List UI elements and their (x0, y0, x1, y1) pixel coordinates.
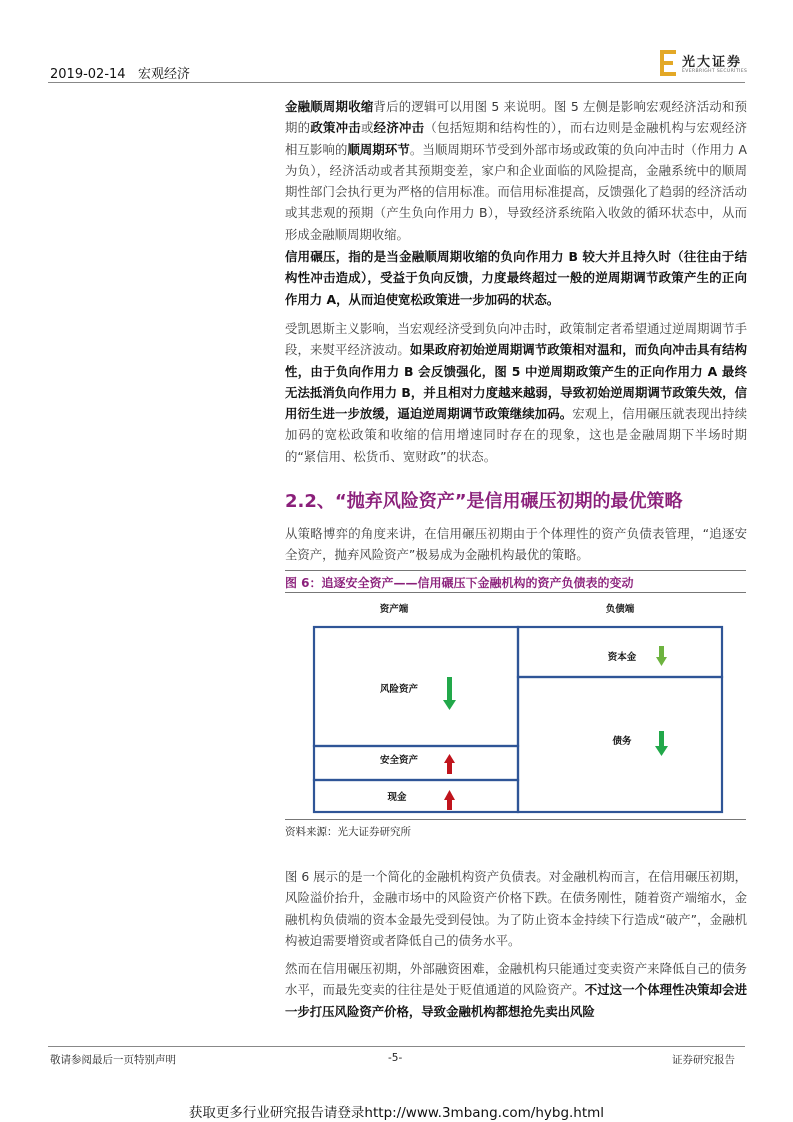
logo-mark-icon (660, 50, 676, 76)
text-run: 或 (360, 120, 374, 136)
figure-bottom-rule (285, 819, 746, 820)
text-run: 然而在信用碾压初期，外部融资困难，金融机构只能通过变卖资产来降低自己的债务水平，而最先变卖的往往是处于贬值通道的风险资产。 (285, 961, 747, 998)
capital-label: 资本金 (607, 652, 637, 663)
footer-report-type: 证券研究报告 (672, 1054, 735, 1066)
paragraph-procyclical-contraction (285, 96, 747, 245)
capital-down-arrow-icon (656, 646, 667, 666)
page-number: -5- (388, 1052, 403, 1064)
liabilities-column-header: 负债端 (605, 604, 635, 615)
bold-text-run: 如果政府初始逆周期调节政策相对温和，而负向冲击具有结构性，由于负向作用力 B 会反馈强化，图 5 中逆周期政策产生的正向作用力 A 最终无法抵消负向作用力 B，并且相对力度越来越弱，导致初始逆周期调节政策失效，信用衍生进一步放缓，逼迫逆周期调节政策继续加码。 (285, 342, 748, 422)
debt-down-arrow-icon (655, 731, 668, 756)
logo-chinese-name: 光大证券 (682, 55, 743, 70)
company-logo (660, 50, 750, 78)
cash-label: 现金 (387, 792, 407, 803)
bold-text-run: 顺周期环节 (347, 141, 410, 157)
safe-assets-up-arrow-icon (444, 754, 455, 774)
paragraph-asset-sales (285, 958, 747, 1022)
report-section: 宏观经济 (137, 67, 190, 82)
bold-text-run: 政策冲击 (310, 120, 361, 136)
risk-assets-label: 风险资产 (379, 684, 419, 695)
figure-source: 资料来源：光大证券研究所 (285, 826, 411, 838)
bold-text-run: 经济冲击 (373, 120, 425, 136)
text-run: 受凯恩斯主义影响，当宏观经济受到负向冲击时，政策制定者希望通过逆周期调节手段，来熨平经济波动。 (285, 321, 747, 358)
report-date: 2019-02-14 (50, 67, 126, 82)
footer-disclaimer: 敬请参阅最后一页特别声明 (50, 1054, 176, 1066)
text-run: 宏观上，信用碾压就表现出持续加码的宽松政策和收缩的信用增速同时存在的现象，这也是金融周期下半场时期的“紧信用、松货币、宽财政”的状态。 (285, 406, 747, 464)
text-run: 背后的逻辑可以用图 5 来说明。图 5 左侧是影响宏观经济活动和预期的 (285, 99, 748, 136)
header-rule (48, 82, 745, 83)
figure-top-rule (285, 570, 746, 571)
paragraph-credit-crunch-definition: 信用碾压，指的是当金融顺周期收缩的负向作用力 B 较大并且持久时（往往由于结构性冲击造成），受益于负向反馈，力度最终超过一般的逆周期调节政策产生的正向作用力 A，从而迫使宽松政策进一步加码的状态。 (285, 249, 747, 307)
risk-assets-down-arrow-icon (443, 677, 456, 710)
cash-up-arrow-icon (444, 790, 455, 810)
section-title: 2.2、“抛弃风险资产”是信用碾压初期的最优策略 (285, 491, 683, 512)
paragraph-strategy-game: 从策略博弈的角度来讲，在信用碾压初期由于个体理性的资产负债表管理，“追逐安全资产，抛弃风险资产”极易成为金融机构最优的策略。 (285, 526, 747, 563)
header-date-section (50, 63, 190, 82)
bold-text-run: 金融顺周期收缩 (285, 99, 374, 114)
text-run: （包括短期和结构性的），而右边则是金融机构与宏观经济相互影响的 (285, 120, 748, 157)
figure-title: 图 6：追逐安全资产——信用碾压下金融机构的资产负债表的变动 (285, 576, 634, 590)
safe-assets-label: 安全资产 (379, 755, 419, 766)
figure-title-rule (285, 592, 746, 593)
more-reports-link[interactable]: 获取更多行业研究报告请登录http://www.3mbang.com/hybg.html (188, 1105, 605, 1121)
cash-box (314, 780, 518, 812)
paragraph-balance-sheet-explanation: 图 6 展示的是一个简化的金融机构资产负债表。对金融机构而言，在信用碾压初期，风险溢价抬升，金融市场中的风险资产价格下跌。在债务刚性，随着资产端缩水，金融机构负债端的资本金最先受到侵蚀。为了防止资本金持续下行造成“破产”，金融机构被迫需要增资或者降低自己的债务水平。 (285, 869, 747, 948)
assets-column-header: 资产端 (379, 604, 409, 615)
debt-label: 债务 (612, 736, 632, 747)
footer-rule (48, 1046, 745, 1047)
logo-english-name: EVERBRIGHT SECURITIES (682, 69, 748, 74)
balance-sheet-diagram (285, 596, 747, 820)
paragraph-keynesian-policy (285, 318, 747, 467)
bold-text-run: 不过这一个体理性决策却会进一步打压风险资产价格，导致金融机构都想抢先卖出风险 (285, 982, 748, 1019)
text-run: 。当顺周期环节受到外部市场或政策的负向冲击时（作用力 A 为负），经济活动或者其预期变差，家户和企业面临的风险提高，金融系统中的顺周期性部门会执行更为严格的信用标准。而信用标准提高，反馈强化了趋弱的经济活动或其悲观的预期（产生负向作用力 B），导致经济系统陷入收敛的循环状态中，从而形成金融顺周期收缩。 (285, 141, 748, 242)
